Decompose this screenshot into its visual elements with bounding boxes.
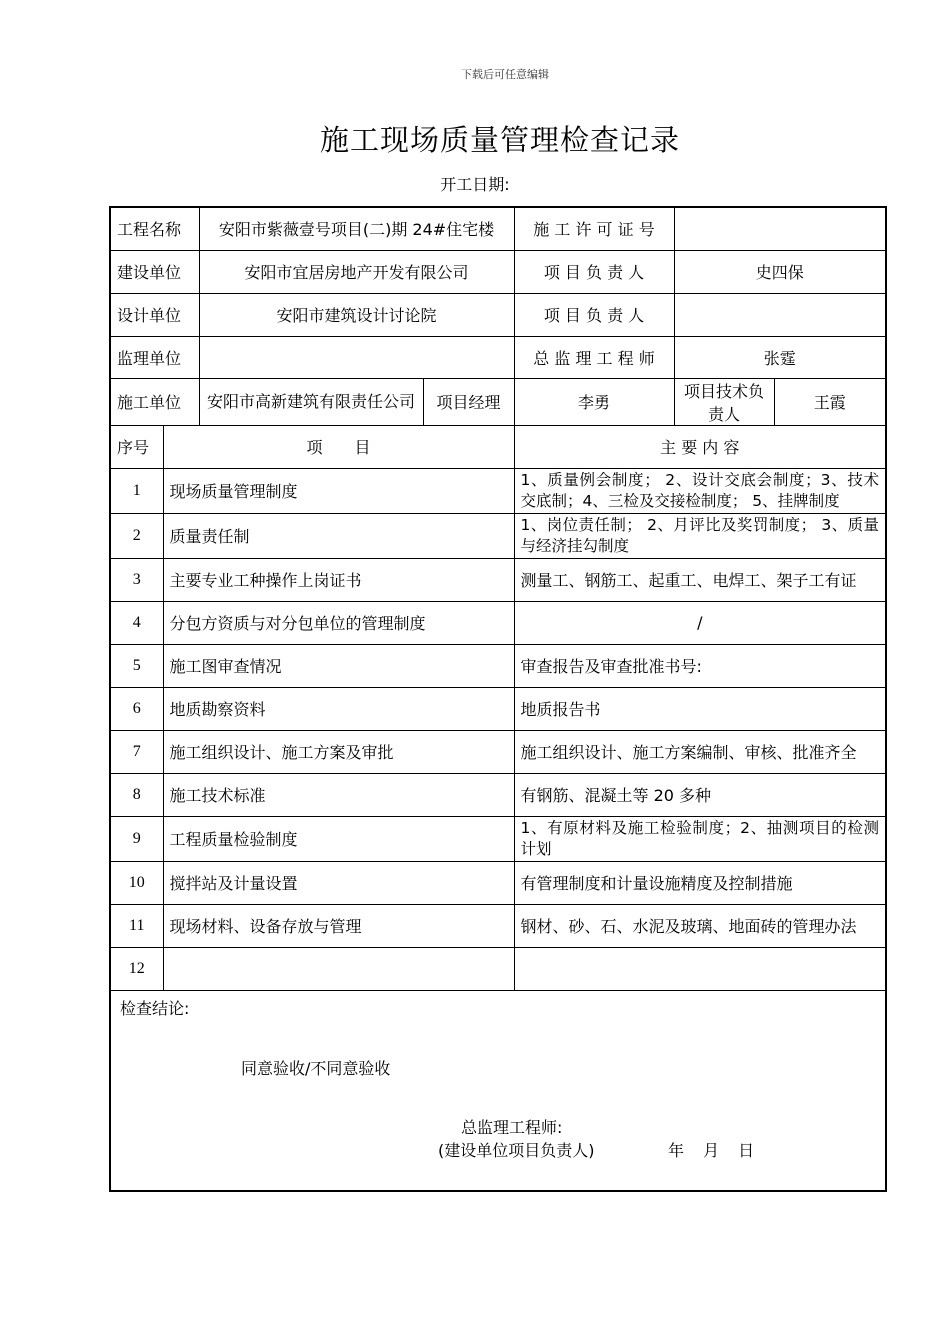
row-content: / [514,601,885,644]
row-item: 主要专业工种操作上岗证书 [163,558,514,601]
table-row [111,947,885,990]
table-row [111,558,885,601]
row-number: 11 [111,904,163,947]
row-content: 1、有原材料及施工检验制度；2、抽测项目的检测计划 [514,816,885,861]
row-number: 4 [111,601,163,644]
row-number: 12 [111,947,163,990]
row-number: 6 [111,687,163,730]
row-item: 现场材料、设备存放与管理 [163,904,514,947]
tech-lead-value: 王霞 [774,378,885,425]
record-table [111,208,885,991]
signer-label: 总监理工程师: [461,1118,563,1137]
row-number: 8 [111,773,163,816]
table-row [111,861,885,904]
row-number: 9 [111,816,163,861]
row-number: 3 [111,558,163,601]
conclusion-label: 检查结论: [120,999,190,1018]
table-row [111,468,885,513]
supervision-value [199,336,514,378]
row-number: 2 [111,513,163,558]
row-number: 7 [111,730,163,773]
row-number: 5 [111,644,163,687]
owner-value: 安阳市宜居房地产开发有限公司 [199,250,514,293]
tech-lead-label: 项目技术负责人 [674,378,774,425]
col-no-header: 序号 [111,425,163,468]
conclusion-section [111,988,885,1190]
sign-date: 年 月 日 [668,1141,755,1160]
row-number: 10 [111,861,163,904]
table-row [111,904,885,947]
chief-engineer-label: 总 监 理 工 程 师 [514,336,674,378]
design-lead-label: 项 目 负 责 人 [514,293,674,336]
project-name-value: 安阳市紫薇壹号项目(二)期 24#住宅楼 [199,208,514,250]
pm-value: 李勇 [514,378,674,425]
col-item-header: 项 目 [163,425,514,468]
table-row [111,513,885,558]
owner-label: 建设单位 [111,250,199,293]
row-item: 分包方资质与对分包单位的管理制度 [163,601,514,644]
contractor-label: 施工单位 [111,378,199,425]
row-content: 审查报告及审查批准书号: [514,644,885,687]
row-content: 1、质量例会制度； 2、设计交底会制度；3、技术交底制；4、三检及交接检制度； 5、挂牌制度 [514,468,885,513]
row-content: 有管理制度和计量设施精度及控制措施 [514,861,885,904]
record-form [109,206,887,1192]
row-item [163,947,514,990]
table-row [111,816,885,861]
info-row-contractor [111,378,885,425]
info-row-project [111,208,885,250]
pm-label: 项目经理 [423,378,514,425]
owner-lead-value: 史四保 [674,250,885,293]
row-content: 测量工、钢筋工、起重工、电焊工、架子工有证 [514,558,885,601]
col-content-header: 主 要 内 容 [514,425,885,468]
conclusion-choice: 同意验收/不同意验收 [241,1059,391,1078]
row-content: 地质报告书 [514,687,885,730]
table-row [111,687,885,730]
table-row [111,730,885,773]
column-header-row [111,425,885,468]
info-row-design [111,293,885,336]
row-content: 钢材、砂、石、水泥及玻璃、地面砖的管理办法 [514,904,885,947]
row-content: 有钢筋、混凝土等 20 多种 [514,773,885,816]
table-row [111,773,885,816]
table-row [111,644,885,687]
row-item: 施工图审查情况 [163,644,514,687]
row-content: 1、岗位责任制； 2、月评比及奖罚制度； 3、质量与经济挂勾制度 [514,513,885,558]
row-number: 1 [111,468,163,513]
header-note: 下载后可任意编辑 [461,68,549,81]
row-item: 质量责任制 [163,513,514,558]
row-item: 搅拌站及计量设置 [163,861,514,904]
row-item: 施工组织设计、施工方案及审批 [163,730,514,773]
row-content [514,947,885,990]
start-date-label: 开工日期: [440,175,510,194]
row-item: 工程质量检验制度 [163,816,514,861]
info-row-supervision [111,336,885,378]
permit-label: 施 工 许 可 证 号 [514,208,674,250]
signer-alt-label: (建设单位项目负责人) [438,1141,595,1160]
row-item: 施工技术标准 [163,773,514,816]
project-name-label: 工程名称 [111,208,199,250]
info-row-owner [111,250,885,293]
supervision-label: 监理单位 [111,336,199,378]
permit-value [674,208,885,250]
row-item: 地质勘察资料 [163,687,514,730]
design-lead-value [674,293,885,336]
row-content: 施工组织设计、施工方案编制、审核、批准齐全 [514,730,885,773]
row-item: 现场质量管理制度 [163,468,514,513]
chief-engineer-value: 张霆 [674,336,885,378]
owner-lead-label: 项 目 负 责 人 [514,250,674,293]
page-title: 施工现场质量管理检查记录 [319,123,680,157]
design-label: 设计单位 [111,293,199,336]
contractor-value: 安阳市高新建筑有限责任公司 [199,378,423,425]
table-row [111,601,885,644]
design-value: 安阳市建筑设计讨论院 [199,293,514,336]
